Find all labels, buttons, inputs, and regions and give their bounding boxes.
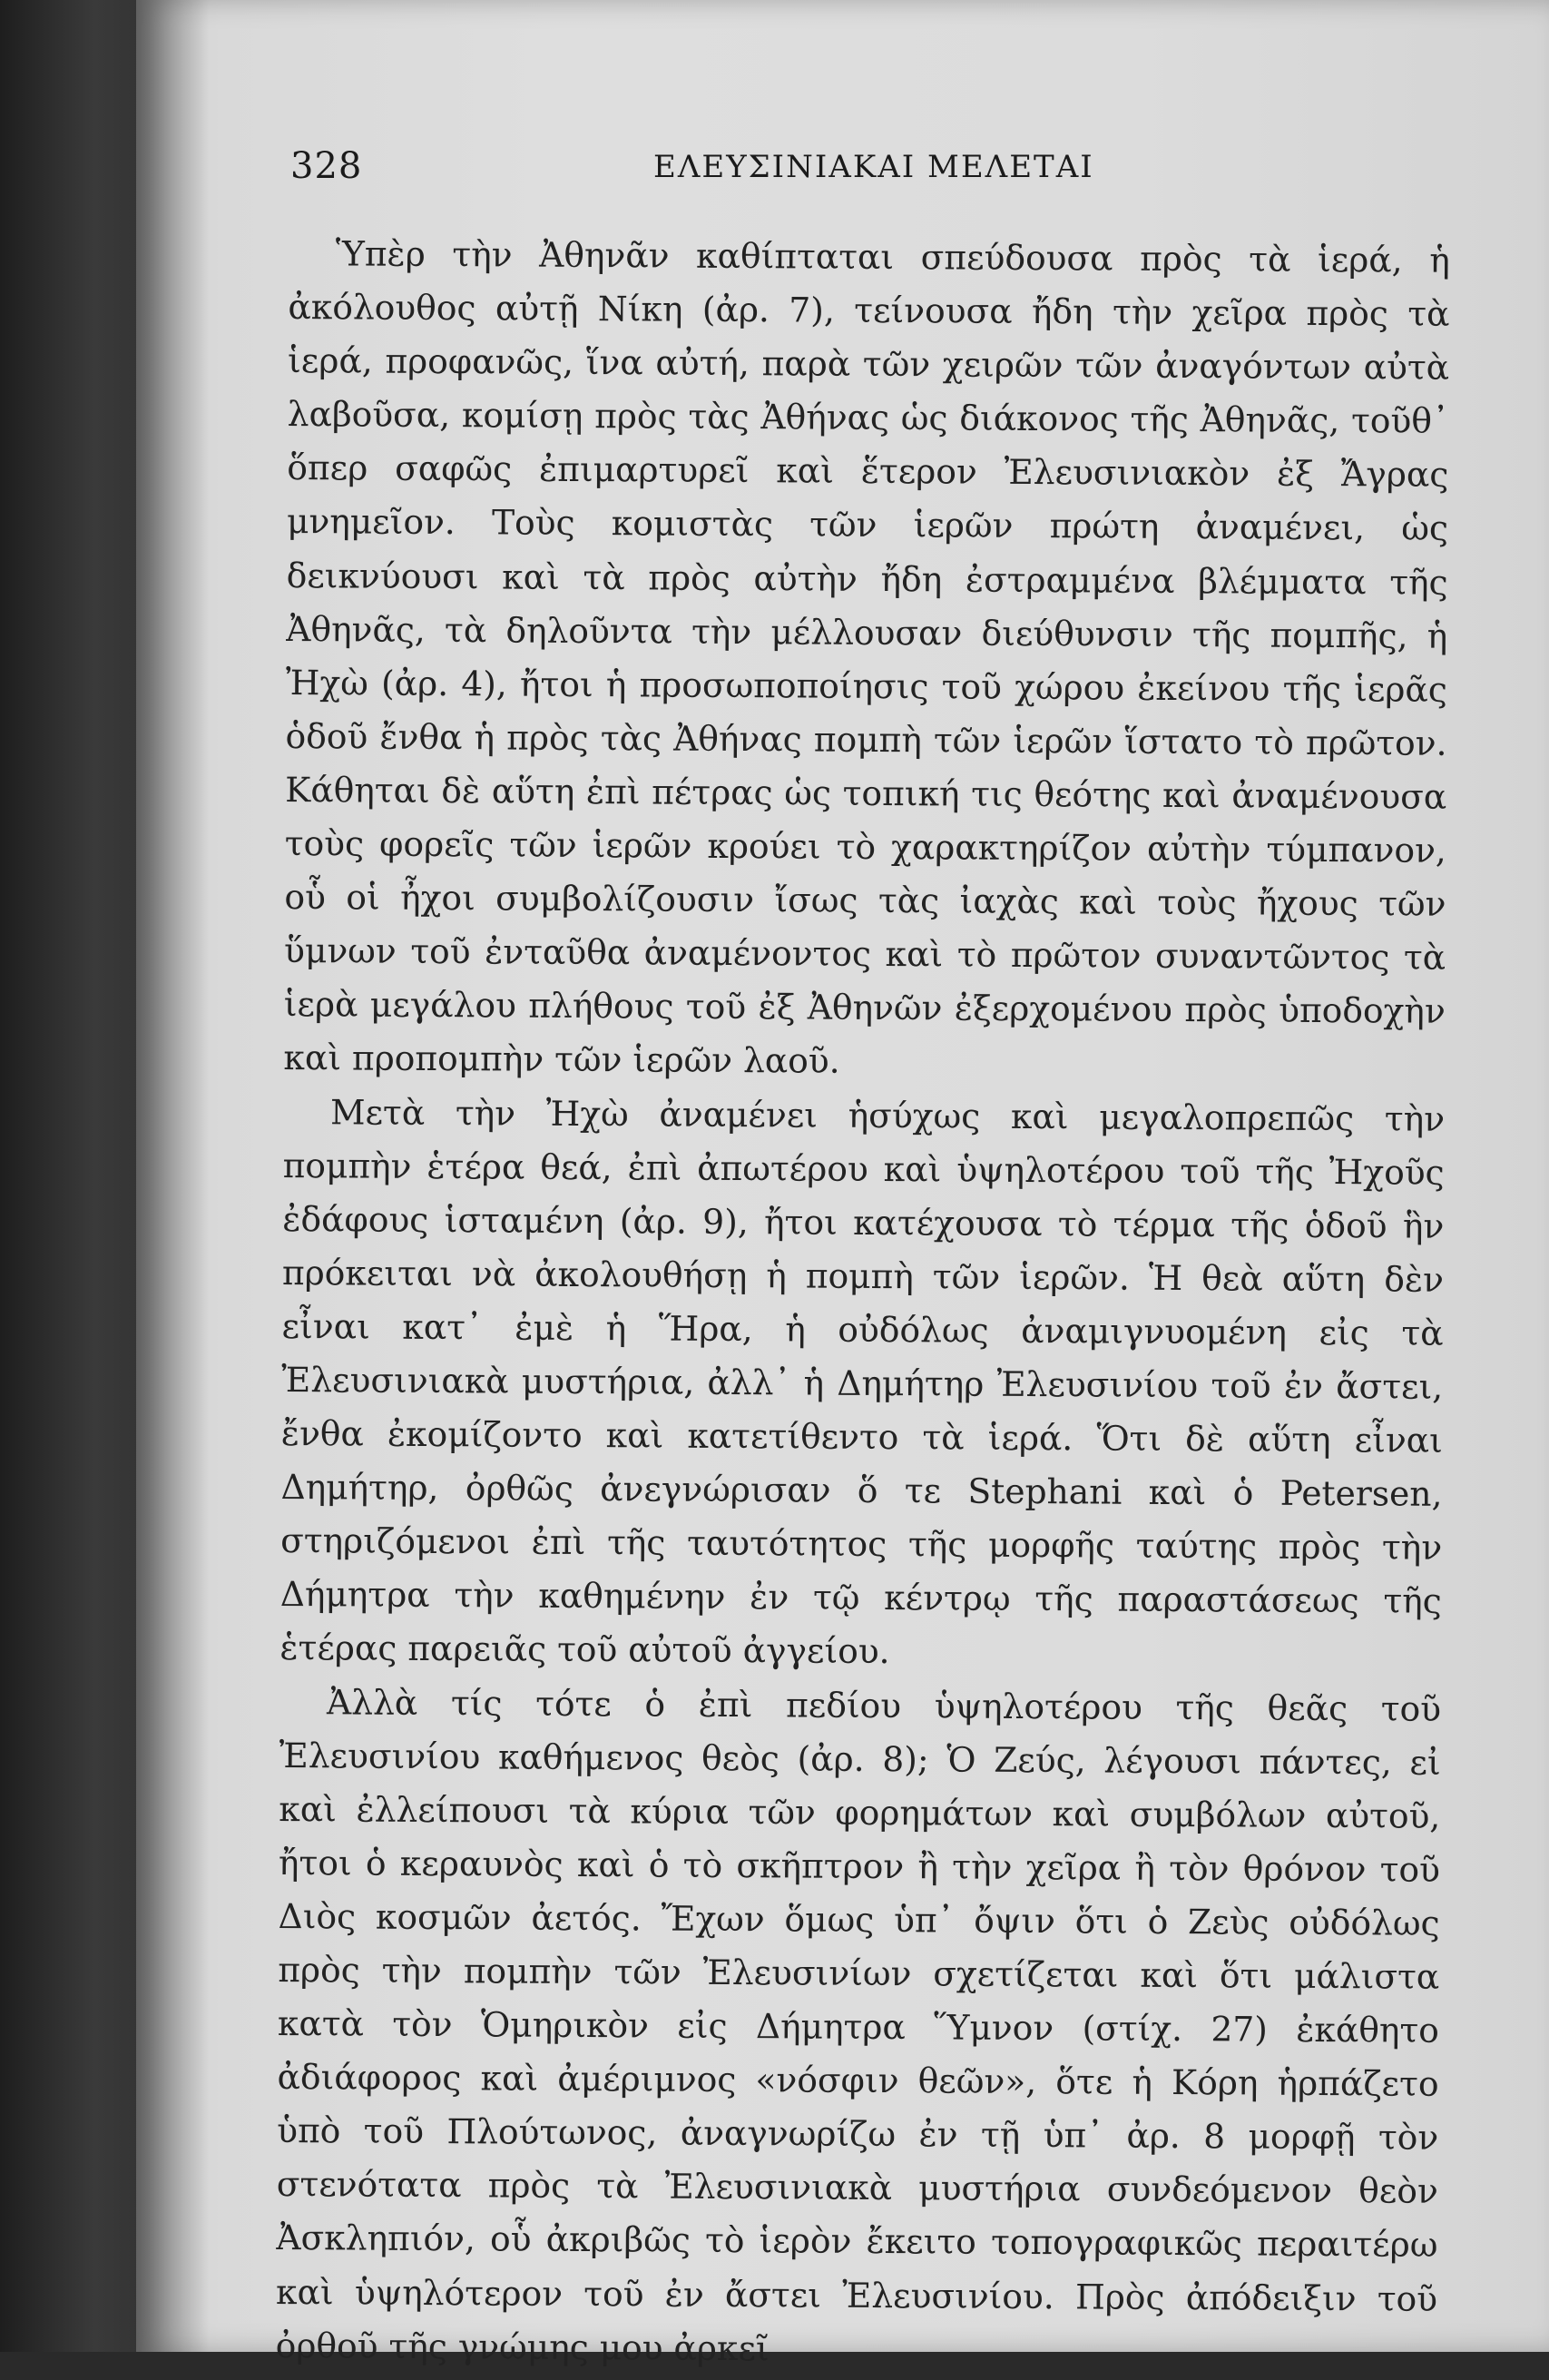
page-number: 328 <box>290 145 363 187</box>
paragraph-3: Ἀλλὰ τίς τότε ὁ ἐπὶ πεδίου ὑψηλοτέρου τῆς θεᾶς τοῦ Ἐλευσινίου καθήμενος θεὸς (ἀρ. 8); Ὁ Ζεύς, λέγουσι πάντες, εἰ καὶ ἐλλείπουσι τὰ κύρια τῶν φορημάτων καὶ συμβόλων αὐτοῦ, ἤτοι ὁ κεραυνὸς καὶ ὁ τὸ σκῆπτρον ἢ τὴν χεῖρα ἢ τὸν θρόνον τοῦ Διὸς κοσμῶν ἀετός. Ἔχων ὅμως ὑπ᾽ ὄψιν ὅτι ὁ Ζεὺς οὐδόλως πρὸς τὴν πομπὴν τῶν Ἐλευσινίων σχετίζεται καὶ ὅτι μάλιστα κατὰ τὸν Ὁμηρικὸν εἰς Δήμητρα Ὕμνον (στίχ. 27) ἐκάθητο ἀδιάφορος καὶ ἀμέριμνος «νόσφιν θεῶν», ὅτε ἡ Κόρη ἡρπάζετο ὑπὸ τοῦ Πλούτωνος, ἀναγνωρίζω ἐν τῇ ὑπ᾽ ἀρ. 8 μορφῇ τὸν στενότατα πρὸς τὰ Ἐλευσινιακὰ μυστήρια συνδεόμενον θεὸν Ἀσκληπιόν, οὗ ἀκριβῶς τὸ ἱερὸν ἔκειτο τοπογραφικῶς περαιτέρω καὶ ὑψηλότερον τοῦ ἐν ἄστει Ἐλευσινίου. Πρὸς ἀπόδειξιν τοῦ ὀρθοῦ τῆς γνώμης μου ἀρκεῖ <box>275 1681 1442 2368</box>
paragraph-2: Μετὰ τὴν Ἠχὼ ἀναμένει ἡσύχως καὶ μεγαλοπρεπῶς τὴν πομπὴν ἑτέρα θεά, ἐπὶ ἀπωτέρου καὶ ὑψηλοτέρου τοῦ τῆς Ἠχοῦς ἐδάφους ἱσταμένη (ἀρ. 9), ἤτοι κατέχουσα τὸ τέρμα τῆς ὁδοῦ ἣν πρόκειται νὰ ἀκολουθήσῃ ἡ πομπὴ τῶν ἱερῶν. Ἡ θεὰ αὕτη δὲν εἶναι κατ᾽ ἐμὲ ἡ Ἥρα, ἡ οὐδόλως ἀναμιγνυομένη εἰς τὰ Ἐλευσινιακὰ μυστήρια, ἀλλ᾽ ἡ Δημήτηρ Ἐλευσινίου τοῦ ἐν ἄστει, ἔνθα ἐκομίζοντο καὶ κατετίθεντο τὰ ἱερά. Ὅτι δὲ αὕτη εἶναι Δημήτηρ, ὀρθῶς ἀνεγνώρισαν ὅ τε Stephani καὶ ὁ Petersen, στηριζόμενοι ἐπὶ τῆς ταυτότητος τῆς μορφῆς ταύτης πρὸς τὴν Δήμητρα τὴν καθημένην ἐν τῷ κέντρῳ τῆς παραστάσεως τῆς ἑτέρας παρειᾶς τοῦ αὐτοῦ ἀγγείου. <box>279 1091 1446 1672</box>
paragraph-1: Ὑπὲρ τὴν Ἀθηνᾶν καθίπταται σπεύδουσα πρὸς τὰ ἱερά, ἡ ἀκόλουθος αὐτῇ Νίκη (ἀρ. 7), τείνουσα ἤδη τὴν χεῖρα πρὸς τὰ ἱερά, προφανῶς, ἵνα αὐτή, παρὰ τῶν χειρῶν τῶν ἀναγόντων αὐτὰ λαβοῦσα, κομίσῃ πρὸς τὰς Ἀθήνας ὡς διάκονος τῆς Ἀθηνᾶς, τοῦθ᾽ ὅπερ σαφῶς ἐπιμαρτυρεῖ καὶ ἕτερον Ἐλευσινιακὸν ἐξ Ἄγρας μνημεῖον. Τοὺς κομιστὰς τῶν ἱερῶν πρώτη ἀναμένει, ὡς δεικνύουσι καὶ τὰ πρὸς αὐτὴν ἤδη ἐστραμμένα βλέμματα τῆς Ἀθηνᾶς, τὰ δηλοῦντα τὴν μέλλουσαν διεύθυνσιν τῆς πομπῆς, ἡ Ἠχὼ (ἀρ. 4), ἤτοι ἡ προσωποποίησις τοῦ χώρου ἐκείνου τῆς ἱερᾶς ὁδοῦ ἔνθα ἡ πρὸς τὰς Ἀθήνας πομπὴ τῶν ἱερῶν ἵστατο τὸ πρῶτον. Κάθηται δὲ αὕτη ἐπὶ πέτρας ὡς τοπική τις θεότης καὶ ἀναμένουσα τοὺς φορεῖς τῶν ἱερῶν κρούει τὸ χαρακτηρίζον αὐτὴν τύμπανον, οὗ οἱ ἦχοι συμβολίζουσιν ἴσως τὰς ἰαχὰς καὶ τοὺς ἤχους τῶν ὕμνων τοῦ ἐνταῦθα ἀναμένοντος καὶ τὸ πρῶτον συναντῶντος τὰ ἱερὰ μεγάλου πλήθους τοῦ ἐξ Ἀθηνῶν ἐξερχομένου πρὸς ὑποδοχὴν καὶ προπομπὴν τῶν ἱερῶν λαοῦ. <box>283 233 1450 1082</box>
running-head: ΕΛΕΥΣΙΝΙΑΚΑΙ ΜΕΛΕΤΑΙ <box>653 149 1094 185</box>
body-text <box>276 227 1450 2380</box>
page-header <box>290 145 1416 209</box>
book-gutter-shadow <box>0 0 209 2352</box>
